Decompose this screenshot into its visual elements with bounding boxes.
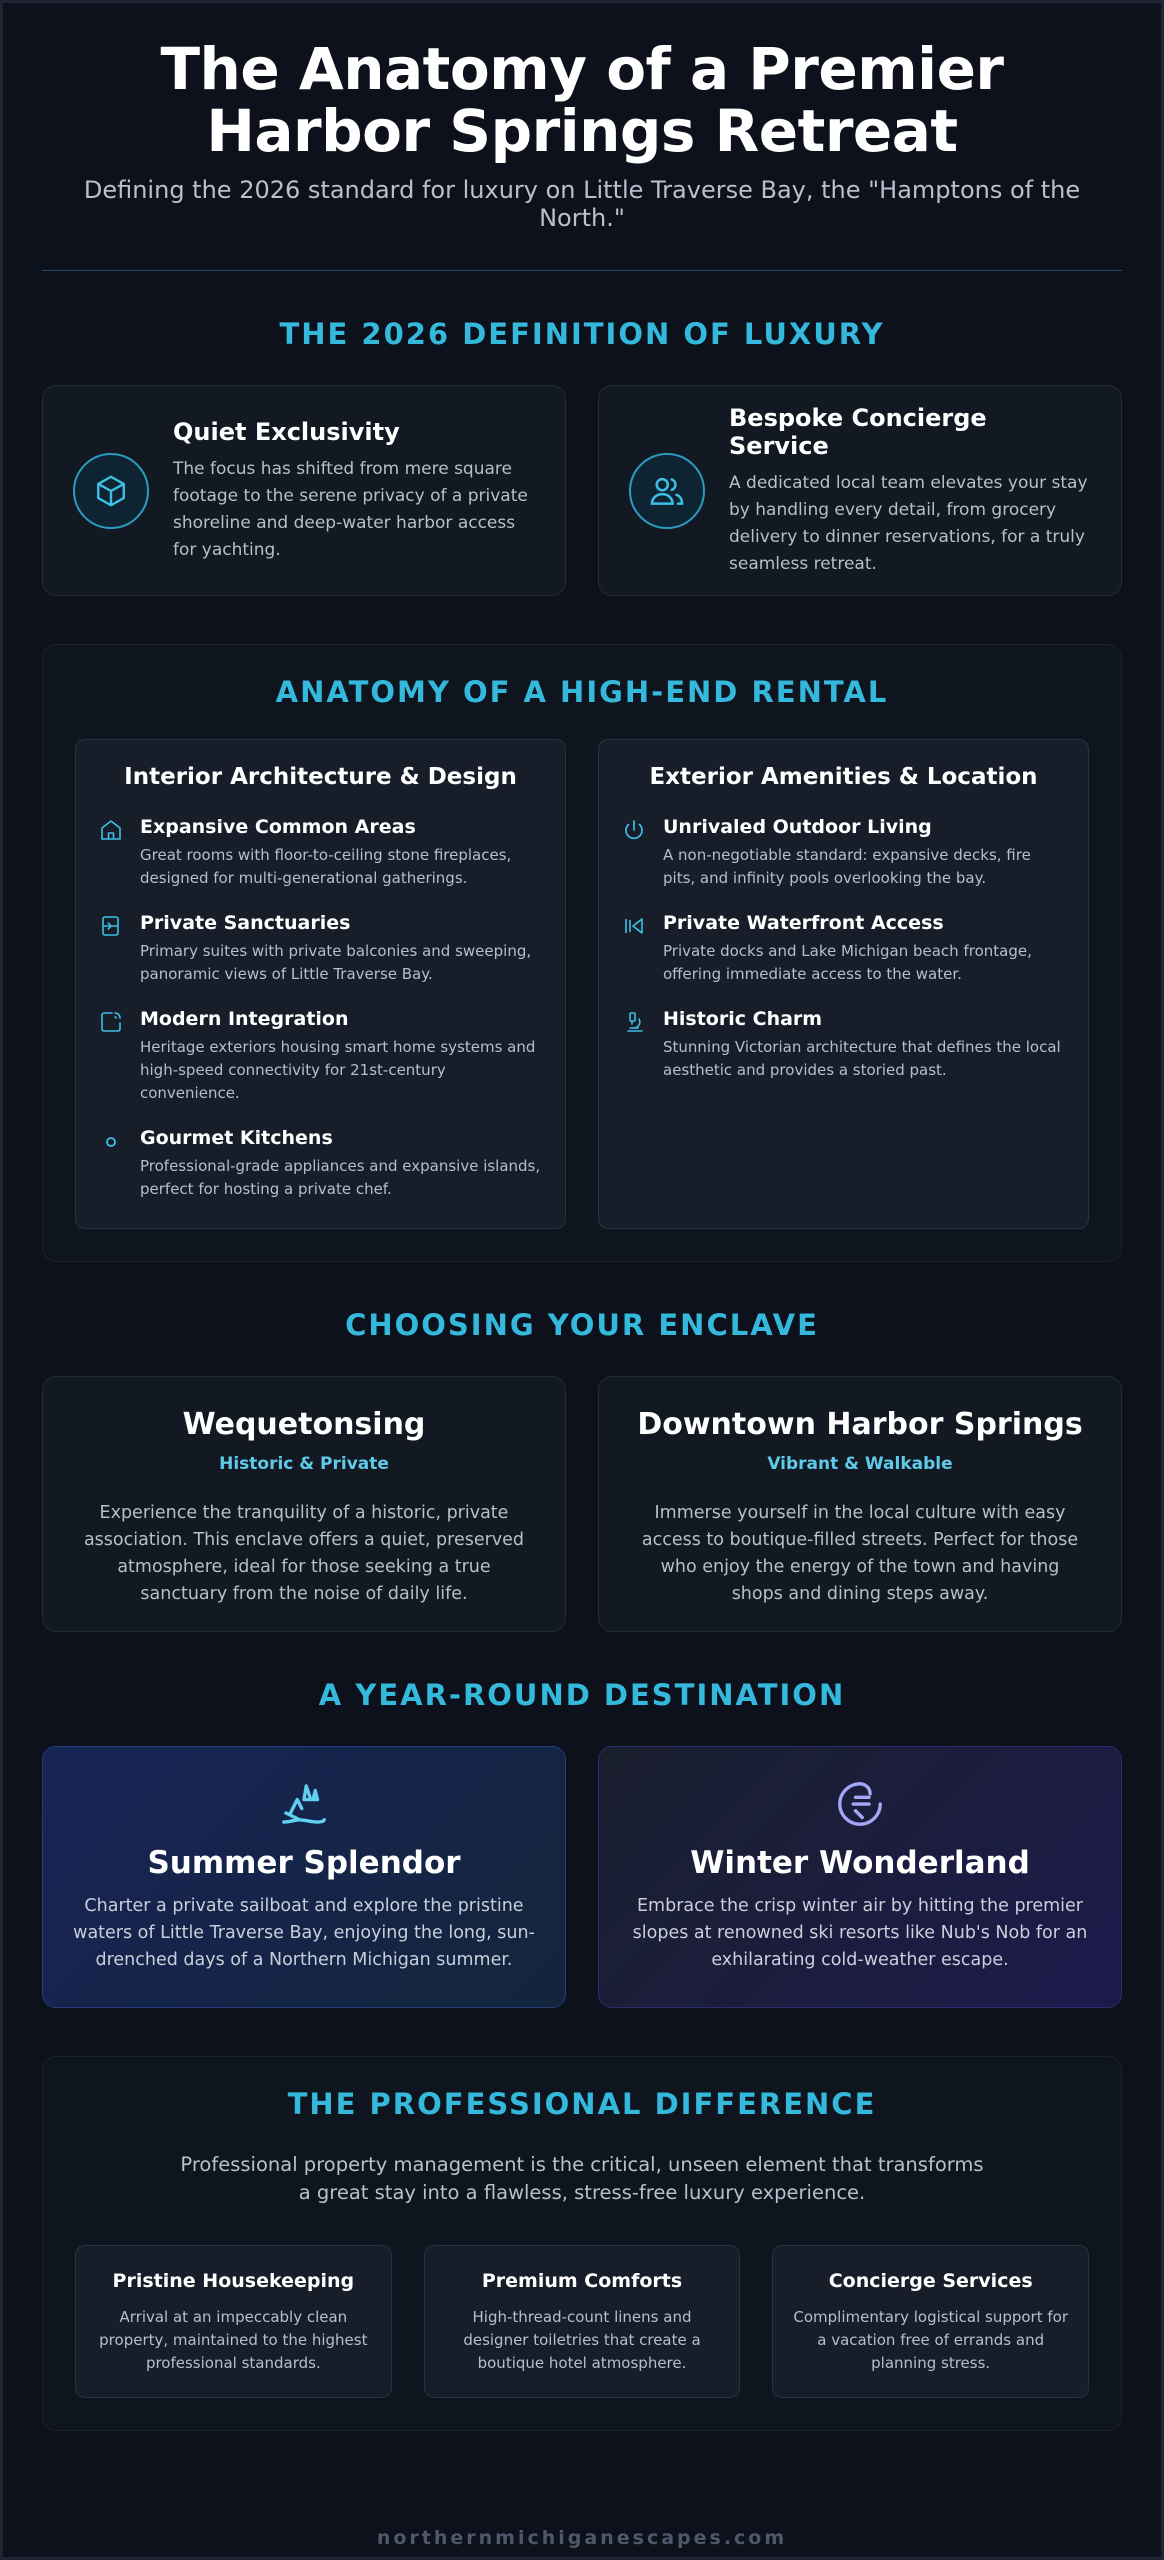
infographic — [42, 0, 1122, 2549]
feature-item — [621, 816, 1066, 890]
feature-item — [98, 912, 543, 986]
definition-heading: THE 2026 DEFINITION OF LUXURY — [279, 317, 885, 351]
enclave-heading: CHOOSING YOUR ENCLAVE — [345, 1308, 819, 1342]
season-card-winter — [598, 1746, 1122, 2008]
users-icon — [629, 453, 705, 529]
feature-item — [621, 912, 1066, 986]
feature-desc: Stunning Victorian architecture that defines the local aesthetic and provides a storied past. — [663, 1038, 1061, 1079]
snowflake-icon — [599, 1777, 1121, 1835]
enclave-cards — [42, 1376, 1122, 1632]
professional-card-housekeeping — [75, 2245, 392, 2398]
feature-title: Unrivaled Outdoor Living — [663, 816, 932, 838]
feature-item — [98, 816, 543, 890]
professional-card-desc: High-thread-count linens and designer toiletries that create a boutique hotel atmosphere. — [463, 2308, 701, 2372]
professional-card-title: Concierge Services — [828, 2270, 1033, 2292]
seasons-heading: A YEAR-ROUND DESTINATION — [318, 1678, 846, 1712]
sanctuary-icon — [98, 914, 124, 986]
microscope-icon — [621, 1010, 647, 1082]
feature-desc: Great rooms with floor-to-ceiling stone fireplaces, designed for multi-generational gatherings. — [140, 846, 512, 887]
definition-card-title: Quiet Exclusivity — [173, 417, 400, 446]
page-subtitle: Defining the 2026 standard for luxury on Little Traverse Bay, the "Hamptons of the North." — [83, 176, 1081, 232]
feature-desc: Professional-grade appliances and expansive islands, perfect for hosting a private chef. — [140, 1157, 541, 1198]
professional-section — [42, 2056, 1122, 2431]
enclave-desc: Experience the tranquility of a historic, private association. This enclave offers a quiet, preserved atmosphere, ideal for those seeking a true sanctuary from the noise of daily life. — [83, 1503, 525, 1604]
feature-desc: Primary suites with private balconies and sweeping, panoramic views of Little Traverse Bay. — [140, 942, 532, 983]
feature-title: Modern Integration — [140, 1008, 349, 1030]
feature-desc: Heritage exteriors housing smart home systems and high-speed connectivity for 21st-century convenience. — [140, 1038, 536, 1102]
definition-card-title: Bespoke Concierge Service — [729, 403, 987, 460]
professional-heading: THE PROFESSIONAL DIFFERENCE — [287, 2087, 877, 2121]
interior-column-title: Interior Architecture & Design — [124, 764, 517, 790]
power-icon — [621, 818, 647, 890]
enclave-title: Wequetonsing — [182, 1407, 426, 1442]
definition-card-concierge — [598, 385, 1122, 596]
feature-desc: Private docks and Lake Michigan beach frontage, offering immediate access to the water. — [663, 942, 1032, 983]
definition-card-exclusivity — [42, 385, 566, 596]
enclave-tag: Historic & Private — [219, 1454, 389, 1474]
feature-item — [98, 1008, 543, 1105]
enclave-card-downtown — [598, 1376, 1122, 1632]
exterior-column-title: Exterior Amenities & Location — [649, 764, 1038, 790]
definition-card-desc: The focus has shifted from mere square footage to the serene privacy of a private shoreline and deep-water harbor access for yachting. — [173, 458, 528, 560]
feature-desc: A non-negotiable standard: expansive decks, fire pits, and infinity pools overlooking the bay. — [663, 846, 1031, 887]
feature-title: Expansive Common Areas — [140, 816, 416, 838]
footer-site-url[interactable]: northernmichiganescapes.com — [376, 2527, 788, 2549]
enclave-desc: Immerse yourself in the local culture with easy access to boutique-filled streets. Perfect for those who enjoy the energy of the town and having shops and dining steps away. — [641, 1503, 1079, 1604]
rewind-icon — [621, 914, 647, 986]
enclave-title: Downtown Harbor Springs — [637, 1407, 1083, 1442]
definition-card-desc: A dedicated local team elevates your stay by handling every detail, from grocery delivery to dinner reservations, for a truly seamless retreat. — [729, 472, 1088, 574]
feature-title: Private Sanctuaries — [140, 912, 351, 934]
home-icon — [98, 818, 124, 890]
professional-card-title: Pristine Housekeeping — [112, 2270, 355, 2292]
professional-intro: Professional property management is the critical, unseen element that transforms a great stay into a flawless, stress-free luxury experience. — [180, 2153, 984, 2204]
enclave-tag: Vibrant & Walkable — [767, 1454, 953, 1474]
season-cards — [42, 1746, 1122, 2008]
definition-cards — [42, 385, 1122, 596]
refresh-icon — [98, 1010, 124, 1105]
enclave-card-wequetonsing — [42, 1376, 566, 1632]
season-title: Winter Wonderland — [690, 1845, 1030, 1881]
cube-icon — [73, 453, 149, 529]
sailboat-icon — [43, 1777, 565, 1835]
header-divider — [42, 270, 1122, 271]
feature-item — [98, 1127, 543, 1201]
professional-card-title: Premium Comforts — [481, 2270, 683, 2292]
professional-card-desc: Complimentary logistical support for a vacation free of errands and planning stress. — [793, 2308, 1068, 2372]
season-title: Summer Splendor — [147, 1845, 461, 1881]
professional-card-comforts — [424, 2245, 741, 2398]
feature-title: Historic Charm — [663, 1008, 823, 1030]
professional-card-concierge — [772, 2245, 1089, 2398]
feature-title: Private Waterfront Access — [663, 912, 944, 934]
professional-card-desc: Arrival at an impeccably clean property, maintained to the highest professional standards. — [99, 2308, 368, 2372]
feature-title: Gourmet Kitchens — [140, 1127, 333, 1149]
season-card-summer — [42, 1746, 566, 2008]
season-desc: Charter a private sailboat and explore the pristine waters of Little Traverse Bay, enjoying the long, sun-drenched days of a Northern Michigan summer. — [73, 1896, 535, 1970]
feature-item — [621, 1008, 1066, 1082]
anatomy-heading: ANATOMY OF A HIGH-END RENTAL — [275, 675, 889, 709]
interior-column — [75, 739, 566, 1229]
dot-icon — [98, 1129, 124, 1201]
exterior-column — [598, 739, 1089, 1229]
anatomy-section — [42, 644, 1122, 1262]
page-title: The Anatomy of a Premier Harbor Springs Retreat — [160, 35, 1004, 165]
season-desc: Embrace the crisp winter air by hitting the premier slopes at renowned ski resorts like Nub's Nob for an exhilarating cold-weather escape. — [632, 1896, 1088, 1970]
